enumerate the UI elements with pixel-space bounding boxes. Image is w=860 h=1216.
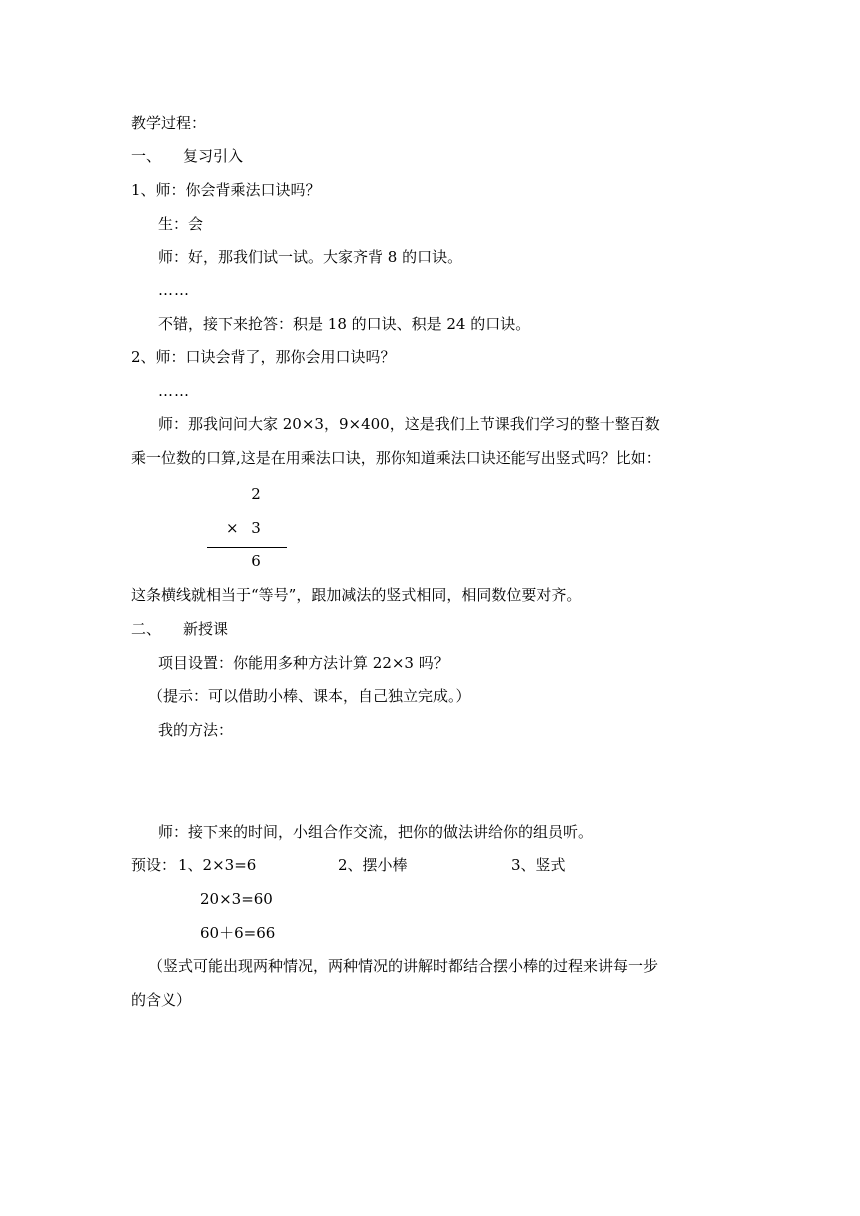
- heading-teaching-process: 教学过程：: [131, 114, 207, 132]
- multiply-sign: ×: [226, 519, 239, 537]
- multiplicand: 2: [251, 485, 261, 503]
- teacher-line-2: 不错，接下来抢答：积是 18 的口诀、积是 24 的口诀。: [158, 315, 531, 333]
- section-1-title: 复习引入: [183, 147, 244, 165]
- preset-step-2: 20×3=60: [200, 890, 273, 908]
- teacher-line-1: 师：好，那我们试一试。大家齐背 8 的口诀。: [158, 248, 463, 266]
- ellipsis-1: ……: [158, 281, 190, 299]
- preset-method-1: 1、2×3=6: [178, 856, 257, 874]
- project-setting: 项目设置：你能用多种方法计算 22×3 吗？: [158, 654, 449, 672]
- my-method-label: 我的方法：: [158, 721, 234, 739]
- section-2-title: 新授课: [183, 620, 229, 638]
- note-line-1: （竖式可能出现两种情况，两种情况的讲解时都结合摆小棒的过程来讲每一步: [148, 957, 659, 975]
- section-2-number: 二、: [131, 620, 162, 638]
- preset-method-3: 3、竖式: [511, 856, 566, 874]
- teacher-line-4: 师：接下来的时间，小组合作交流，把你的做法讲给你的组员听。: [158, 823, 594, 841]
- equals-rule: [207, 547, 287, 548]
- explanation-line: 这条横线就相当于“等号”，跟加减法的竖式相同，相同数位要对齐。: [131, 586, 582, 604]
- multiplier: 3: [251, 519, 261, 537]
- ellipsis-2: ……: [158, 382, 190, 400]
- hint-line: （提示：可以借助小棒、课本，自己独立完成。）: [148, 687, 471, 705]
- teacher-line-3a: 师：那我问问大家 20×3，9×400，这是我们上节课我们学习的整十整百数: [158, 415, 660, 433]
- question-2: 2、师：口诀会背了，那你会用口诀吗？: [131, 348, 396, 366]
- answer-1: 生：会: [158, 215, 204, 233]
- product: 6: [251, 552, 261, 570]
- teacher-line-3b: 乘一位数的口算,这是在用乘法口诀，那你知道乘法口诀还能写出竖式吗？比如：: [131, 449, 661, 467]
- section-1-number: 一、: [131, 147, 162, 165]
- preset-label: 预设：: [131, 856, 177, 874]
- note-line-2: 的含义）: [131, 991, 192, 1009]
- preset-step-3: 60＋6=66: [200, 924, 276, 942]
- question-1: 1、师：你会背乘法口诀吗？: [131, 181, 321, 199]
- preset-method-2: 2、摆小棒: [338, 856, 408, 874]
